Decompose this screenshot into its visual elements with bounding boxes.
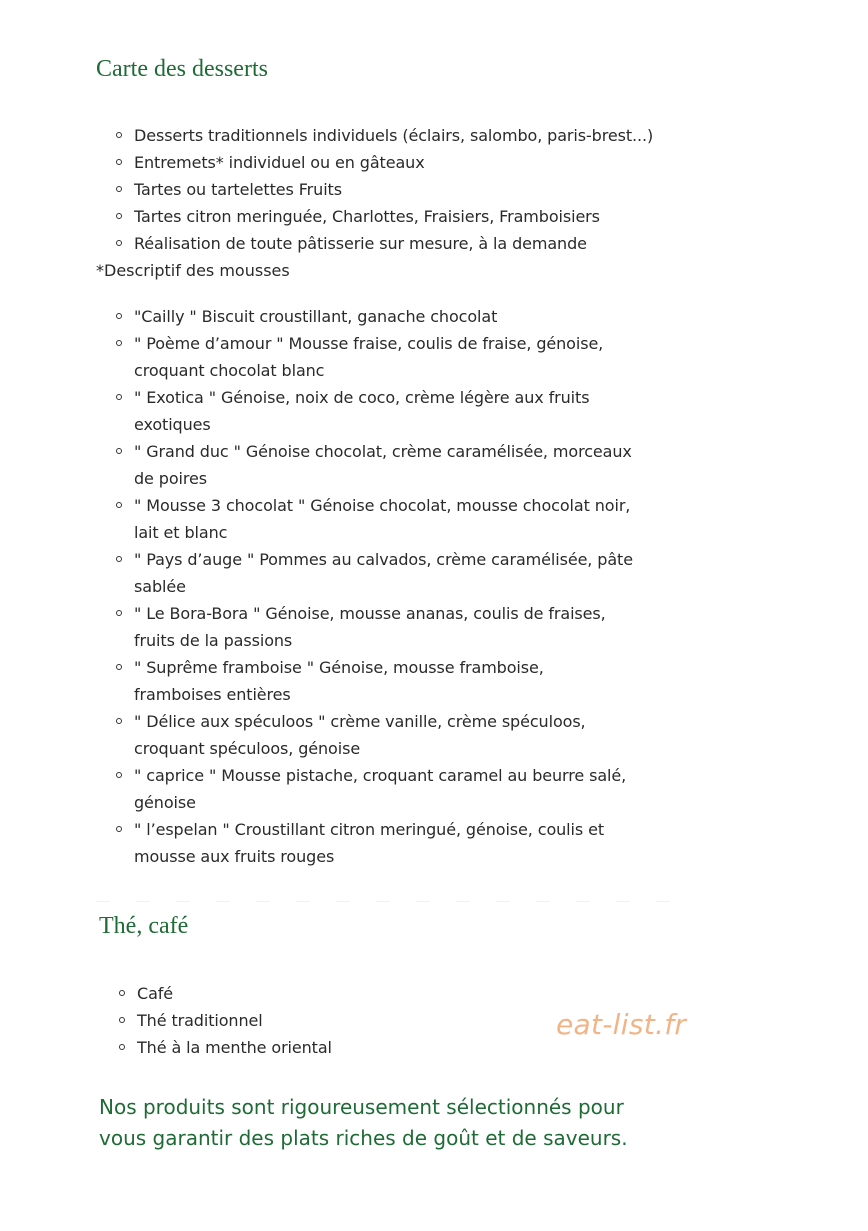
list-item [96,654,636,708]
list-item-text: " Poème d’amour " Mousse fraise, coulis de fraise, génoise, croquant chocolat blanc [134,334,604,380]
list-item [96,708,636,762]
circle-bullet-icon [116,213,122,219]
mousses-list [96,303,636,870]
list-item-text: " caprice " Mousse pistache, croquant caramel au beurre salé, génoise [134,766,627,812]
list-item [99,1034,499,1061]
list-item [96,762,636,816]
divider [96,901,696,902]
circle-bullet-icon [116,394,122,400]
circle-bullet-icon [116,132,122,138]
list-item [99,980,499,1007]
list-item-text: " Grand duc " Génoise chocolat, crème caramélisée, morceaux de poires [134,442,632,488]
list-item-text: Café [137,984,174,1003]
circle-bullet-icon [116,556,122,562]
circle-bullet-icon [116,502,122,508]
circle-bullet-icon [116,772,122,778]
list-item-text: "Cailly " Biscuit croustillant, ganache chocolat [134,307,498,326]
desserts-list [96,122,656,257]
drinks-list [99,980,499,1061]
list-item-text: Thé à la menthe oriental [137,1038,332,1057]
circle-bullet-icon [116,186,122,192]
list-item [96,816,636,870]
list-item [96,330,636,384]
circle-bullet-icon [116,448,122,454]
watermark-logo: eat-list.fr [556,1008,687,1041]
list-item-text: Tartes ou tartelettes Fruits [134,180,342,199]
list-item [96,176,656,203]
list-item [96,600,636,654]
list-item [96,384,636,438]
desserts-title: Carte des desserts [96,56,268,82]
list-item [96,149,656,176]
list-item-text: Réalisation de toute pâtisserie sur mesure, à la demande [134,234,587,253]
list-item [99,1007,499,1034]
list-item-text: " Le Bora-Bora " Génoise, mousse ananas, coulis de fraises, fruits de la passions [134,604,606,650]
list-item [96,122,656,149]
list-item-text: Desserts traditionnels individuels (éclairs, salombo, paris-brest...) [134,126,654,145]
circle-bullet-icon [116,826,122,832]
list-item [96,438,636,492]
list-item-text: " Pays d’auge " Pommes au calvados, crème caramélisée, pâte sablée [134,550,633,596]
list-item [96,546,636,600]
mousses-note: *Descriptif des mousses [96,261,290,280]
list-item [96,230,656,257]
circle-bullet-icon [119,1017,125,1023]
list-item-text: " Mousse 3 chocolat " Génoise chocolat, mousse chocolat noir, lait et blanc [134,496,631,542]
list-item-text: Entremets* individuel ou en gâteaux [134,153,425,172]
list-item-text: " Exotica " Génoise, noix de coco, crème légère aux fruits exotiques [134,388,590,434]
circle-bullet-icon [116,718,122,724]
circle-bullet-icon [116,340,122,346]
circle-bullet-icon [119,990,125,996]
circle-bullet-icon [116,159,122,165]
list-item-text: " l’espelan " Croustillant citron meringué, génoise, coulis et mousse aux fruits rouges [134,820,605,866]
drinks-title: Thé, café [99,913,189,939]
tagline: Nos produits sont rigoureusement sélectionnés pour vous garantir des plats riches de goût et de saveurs. [99,1095,628,1150]
circle-bullet-icon [116,240,122,246]
circle-bullet-icon [116,610,122,616]
list-item-text: " Suprême framboise " Génoise, mousse framboise, framboises entières [134,658,544,704]
list-item [96,203,656,230]
list-item [96,492,636,546]
circle-bullet-icon [119,1044,125,1050]
circle-bullet-icon [116,313,122,319]
circle-bullet-icon [116,664,122,670]
list-item [96,303,636,330]
list-item-text: " Délice aux spéculoos " crème vanille, crème spéculoos, croquant spéculoos, génoise [134,712,586,758]
list-item-text: Thé traditionnel [137,1011,263,1030]
list-item-text: Tartes citron meringuée, Charlottes, Fraisiers, Framboisiers [134,207,600,226]
